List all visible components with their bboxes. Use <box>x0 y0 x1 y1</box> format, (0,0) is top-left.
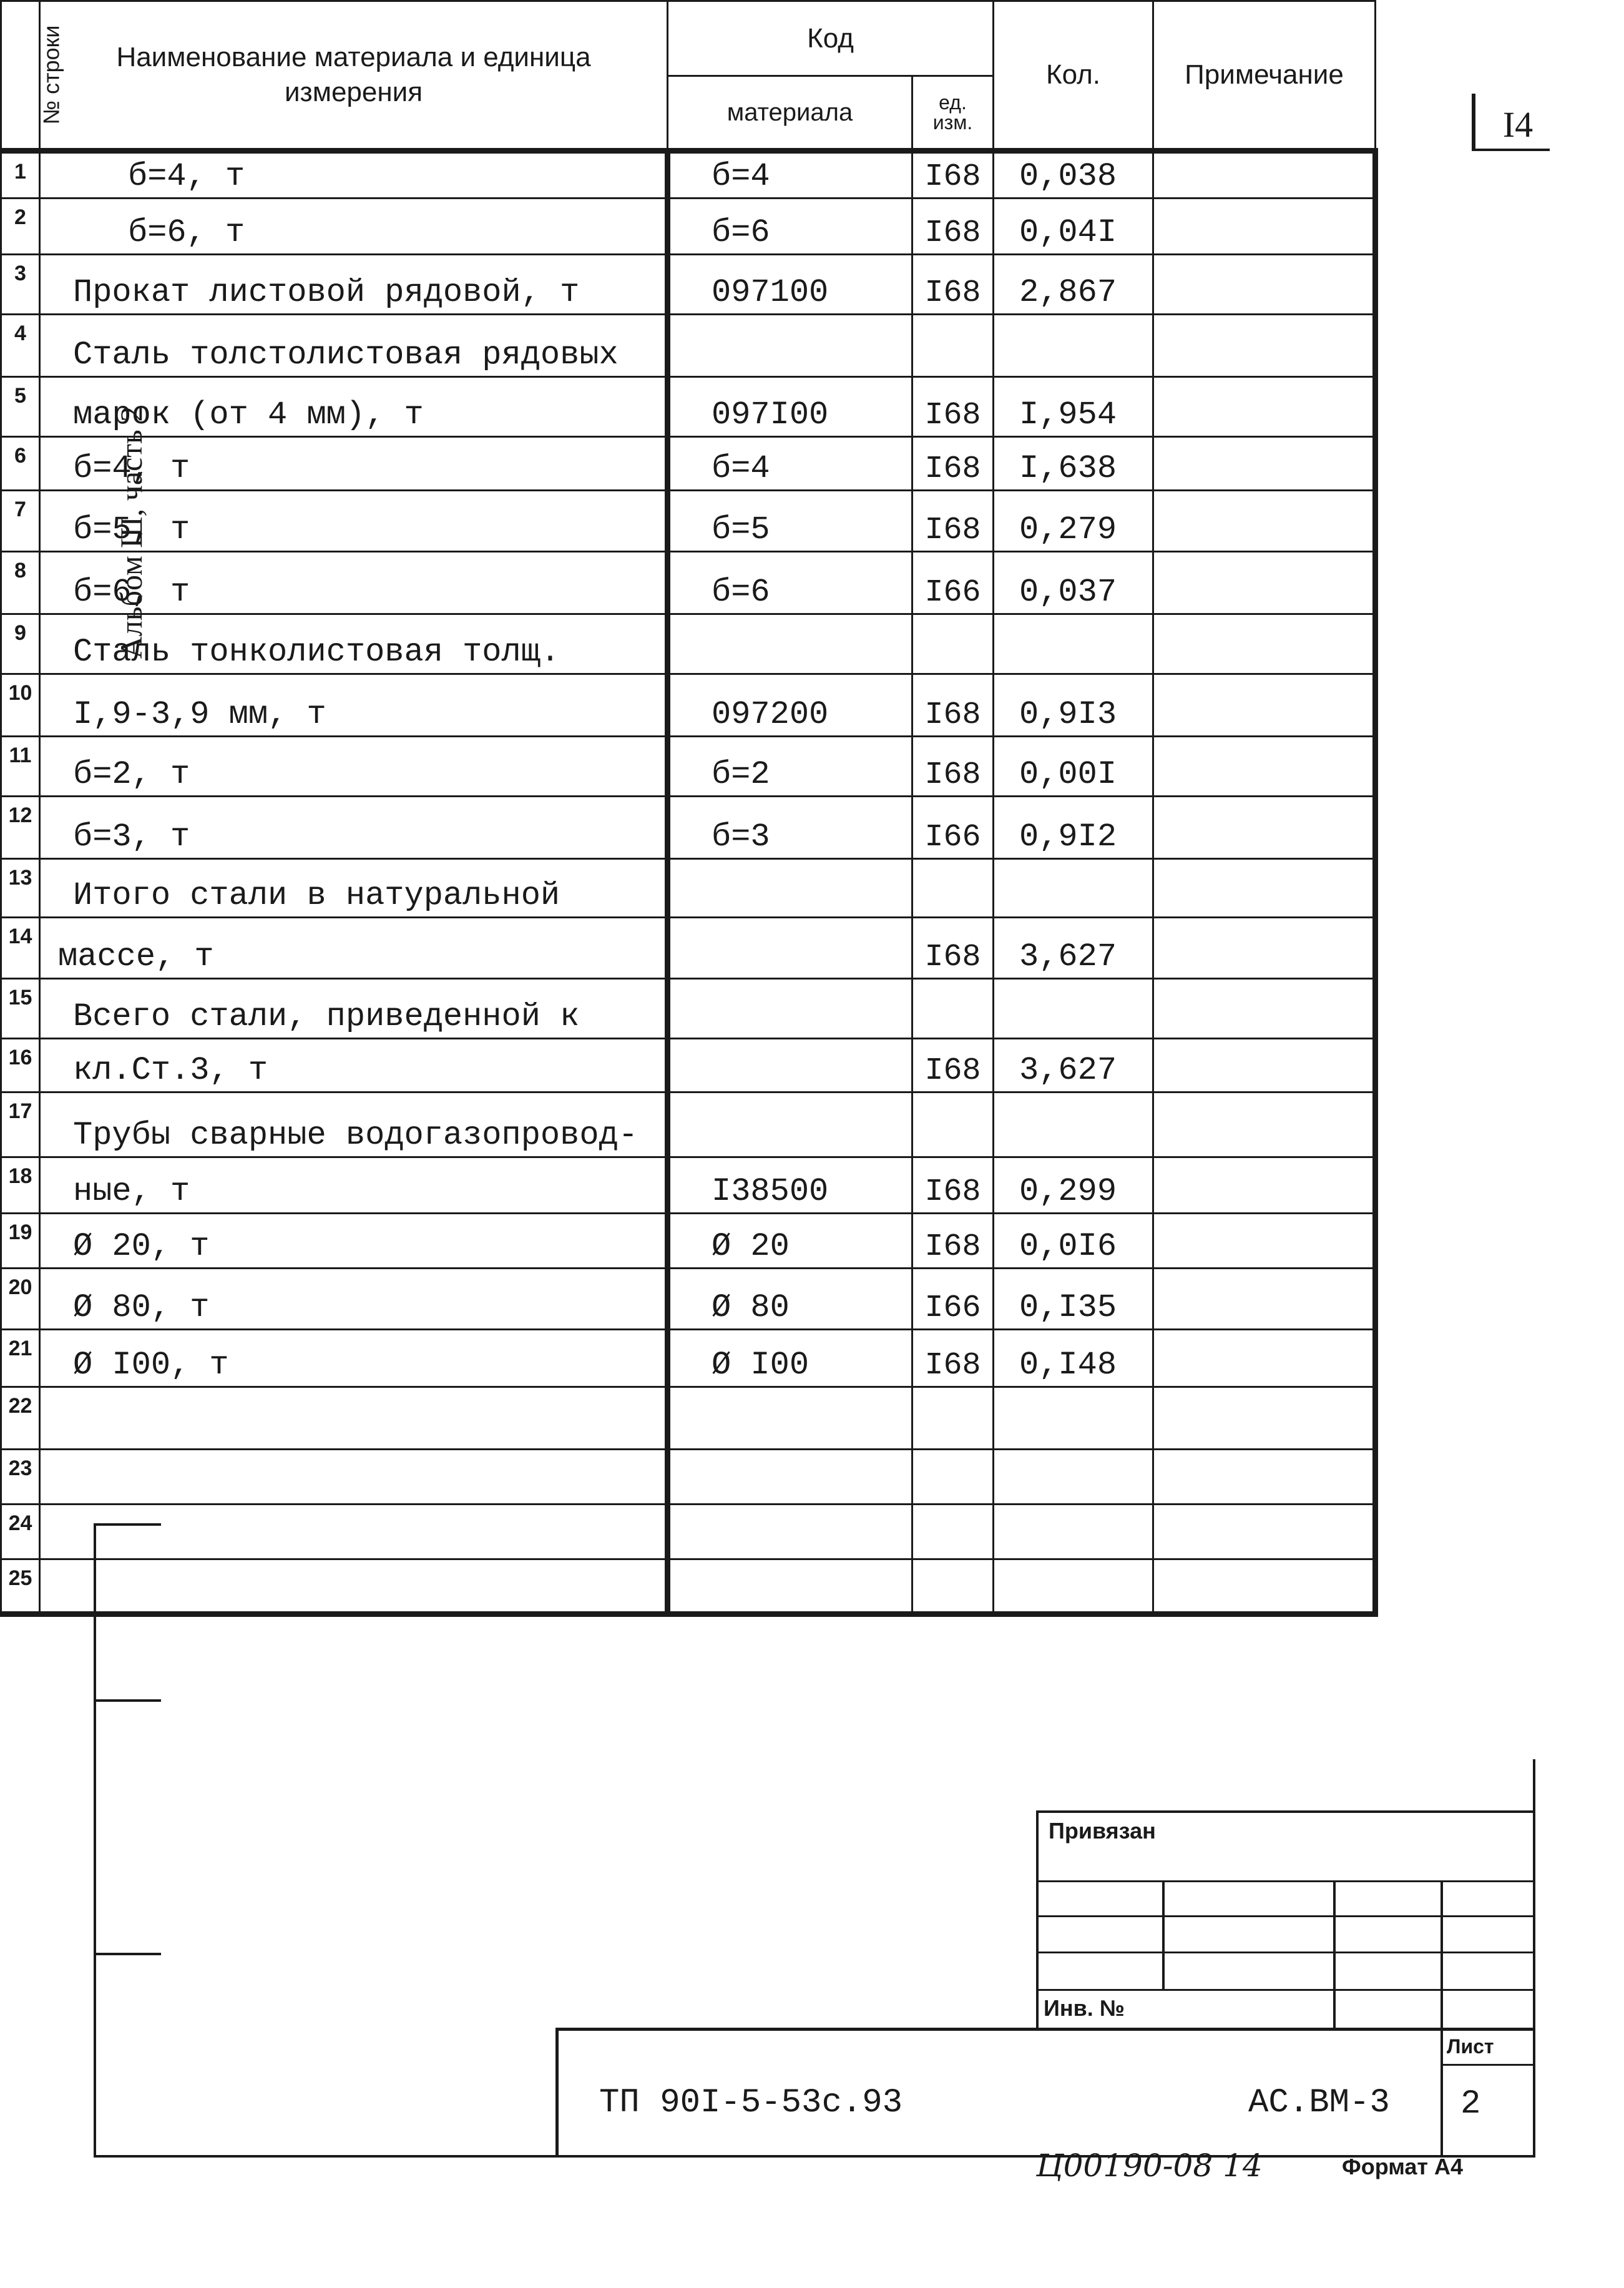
note-cell <box>1153 737 1376 797</box>
note-cell <box>1153 552 1376 614</box>
material-code-cell <box>668 979 912 1039</box>
table-row <box>1 1039 1376 1092</box>
tb-sheet-line <box>1441 2064 1535 2066</box>
note-cell <box>1153 1450 1376 1505</box>
row-number-cell: 19 <box>1 1214 40 1269</box>
material-name-cell: б=3, т <box>40 797 668 859</box>
unit-code-cell: I66 <box>912 552 994 614</box>
quantity-cell <box>994 1450 1153 1505</box>
table-row <box>1 151 1376 199</box>
header-quantity: Кол. <box>994 1 1153 151</box>
note-cell <box>1153 1505 1376 1559</box>
table-row <box>1 797 1376 859</box>
tb-col-3 <box>1441 1880 1443 2158</box>
row-number-cell: 1 <box>1 151 40 199</box>
row-number-cell: 13 <box>1 859 40 918</box>
note-cell <box>1153 859 1376 918</box>
quantity-cell: 0,I48 <box>994 1330 1153 1387</box>
table-row <box>1 674 1376 737</box>
material-code-cell: I38500 <box>668 1157 912 1214</box>
tb-doc-code: ТП 90I-5-53с.93 <box>599 2084 903 2122</box>
tb-main-top <box>555 2028 1535 2031</box>
material-code-cell: 097200 <box>668 674 912 737</box>
material-code-cell: б=4 <box>668 437 912 491</box>
table-row <box>1 737 1376 797</box>
material-name-cell: Сталь толстолистовая рядовых <box>40 315 668 377</box>
quantity-cell: 0,00I <box>994 737 1153 797</box>
unit-code-cell: I68 <box>912 1214 994 1269</box>
table-row <box>1 614 1376 674</box>
quantity-cell <box>994 1505 1153 1559</box>
sheet-number: I4 <box>1502 104 1534 145</box>
material-name-cell <box>40 1505 668 1559</box>
table-row <box>1 1450 1376 1505</box>
unit-code-cell <box>912 614 994 674</box>
material-code-cell <box>668 859 912 918</box>
material-code-cell <box>668 1559 912 1614</box>
tb-col-1 <box>1162 1880 1165 1989</box>
quantity-cell: 0,038 <box>994 151 1153 199</box>
row-number-cell: 7 <box>1 491 40 552</box>
sheet-number-underline <box>1472 149 1550 151</box>
row-number-cell: 10 <box>1 674 40 737</box>
quantity-cell <box>994 1092 1153 1157</box>
table-row <box>1 979 1376 1039</box>
material-code-cell <box>668 1505 912 1559</box>
unit-code-cell <box>912 979 994 1039</box>
note-cell <box>1153 1269 1376 1330</box>
page-right-border <box>1533 1759 1535 2158</box>
tb-inv-label: Инв. № <box>1044 1995 1125 2021</box>
tb-line-r2 <box>1036 1915 1535 1917</box>
material-code-cell <box>668 614 912 674</box>
row-number-cell: 24 <box>1 1505 40 1559</box>
unit-code-cell: I68 <box>912 151 994 199</box>
material-code-cell: Ø I00 <box>668 1330 912 1387</box>
header-code-unit <box>912 76 994 151</box>
quantity-cell <box>994 614 1153 674</box>
header-code-unit-line2: изм. <box>932 111 973 134</box>
material-code-cell <box>668 315 912 377</box>
table-row <box>1 491 1376 552</box>
material-code-cell <box>668 1092 912 1157</box>
row-number-cell: 14 <box>1 918 40 979</box>
row-number-cell: 25 <box>1 1559 40 1614</box>
table-row <box>1 1214 1376 1269</box>
binding-strip-tick-2 <box>94 1699 161 1702</box>
table-row <box>1 1157 1376 1214</box>
note-cell <box>1153 1214 1376 1269</box>
material-name-cell: ные, т <box>40 1157 668 1214</box>
tb-col-2 <box>1333 1880 1336 2029</box>
row-number-cell: 16 <box>1 1039 40 1092</box>
quantity-cell <box>994 315 1153 377</box>
note-cell <box>1153 1092 1376 1157</box>
quantity-cell: 3,627 <box>994 1039 1153 1092</box>
header-row-1 <box>1 1 1376 76</box>
table-row <box>1 1330 1376 1387</box>
material-name-cell: б=4, т <box>40 437 668 491</box>
material-name-cell: I,9-3,9 мм, т <box>40 674 668 737</box>
material-code-cell: 097I00 <box>668 377 912 437</box>
table-row <box>1 377 1376 437</box>
quantity-cell: I,954 <box>994 377 1153 437</box>
note-cell <box>1153 1387 1376 1450</box>
material-code-cell: б=3 <box>668 797 912 859</box>
unit-code-cell: I68 <box>912 199 994 255</box>
note-cell <box>1153 797 1376 859</box>
note-cell <box>1153 437 1376 491</box>
quantity-cell: I,638 <box>994 437 1153 491</box>
table-row <box>1 1387 1376 1450</box>
row-number-cell: 18 <box>1 1157 40 1214</box>
table-row <box>1 1505 1376 1559</box>
material-code-cell: Ø 20 <box>668 1214 912 1269</box>
unit-code-cell: I68 <box>912 437 994 491</box>
row-number-cell: 8 <box>1 552 40 614</box>
material-code-cell: б=4 <box>668 151 912 199</box>
tb-drawing-code: АС.ВМ-3 <box>1248 2084 1390 2122</box>
material-name-cell: б=5, т <box>40 491 668 552</box>
note-cell <box>1153 1559 1376 1614</box>
note-cell <box>1153 918 1376 979</box>
unit-code-cell: I68 <box>912 918 994 979</box>
unit-code-cell: I68 <box>912 1157 994 1214</box>
unit-code-cell <box>912 859 994 918</box>
unit-code-cell <box>912 1092 994 1157</box>
row-number-cell: 23 <box>1 1450 40 1505</box>
handwritten-note: Ц00190-08 14 <box>1036 2148 1263 2184</box>
tb-line-r1 <box>1036 1880 1535 1882</box>
material-code-cell <box>668 1387 912 1450</box>
note-cell <box>1153 491 1376 552</box>
quantity-cell <box>994 1387 1153 1450</box>
note-cell <box>1153 1157 1376 1214</box>
row-number-cell: 20 <box>1 1269 40 1330</box>
row-number-cell: 17 <box>1 1092 40 1157</box>
unit-code-cell: I68 <box>912 737 994 797</box>
material-name-cell: Трубы сварные водогазопровод- <box>40 1092 668 1157</box>
material-code-cell: б=6 <box>668 552 912 614</box>
row-number-cell: 9 <box>1 614 40 674</box>
tb-line-left <box>1036 1810 1039 2029</box>
header-code-unit-line1: ед. <box>939 91 967 114</box>
note-cell <box>1153 255 1376 315</box>
note-cell <box>1153 377 1376 437</box>
material-code-cell: 097100 <box>668 255 912 315</box>
table-row <box>1 199 1376 255</box>
note-cell <box>1153 199 1376 255</box>
unit-code-cell: I68 <box>912 491 994 552</box>
unit-code-cell: I68 <box>912 1039 994 1092</box>
row-number-cell: 4 <box>1 315 40 377</box>
table-row <box>1 1092 1376 1157</box>
row-number-cell: 21 <box>1 1330 40 1387</box>
header-code: Код <box>668 1 994 76</box>
unit-code-cell: I68 <box>912 377 994 437</box>
material-name-cell: Итого стали в натуральной <box>40 859 668 918</box>
row-number-cell: 11 <box>1 737 40 797</box>
row-number-cell: 22 <box>1 1387 40 1450</box>
format-label: Формат А4 <box>1342 2154 1464 2179</box>
material-code-cell: б=6 <box>668 199 912 255</box>
unit-code-cell: I68 <box>912 255 994 315</box>
material-name-cell: марок (от 4 мм), т <box>40 377 668 437</box>
table-row <box>1 315 1376 377</box>
material-name-cell: Прокат листовой рядовой, т <box>40 255 668 315</box>
table-row <box>1 1559 1376 1614</box>
quantity-cell <box>994 1559 1153 1614</box>
header-row-number: № строки <box>1 1 40 151</box>
unit-code-cell <box>912 1505 994 1559</box>
note-cell <box>1153 315 1376 377</box>
quantity-cell: 3,627 <box>994 918 1153 979</box>
material-name-cell: Ø 20, т <box>40 1214 668 1269</box>
binding-strip-tick-3 <box>94 1953 161 1955</box>
row-number-cell: 3 <box>1 255 40 315</box>
tb-sheet-label: Лист <box>1447 2035 1494 2058</box>
unit-code-cell <box>912 1387 994 1450</box>
material-name-cell: б=2, т <box>40 737 668 797</box>
header-note: Примечание <box>1153 1 1376 151</box>
quantity-cell: 0,9I2 <box>994 797 1153 859</box>
quantity-cell: 0,I35 <box>994 1269 1153 1330</box>
row-number-cell: 5 <box>1 377 40 437</box>
material-code-cell: Ø 80 <box>668 1269 912 1330</box>
row-number-cell: 2 <box>1 199 40 255</box>
material-code-cell: б=2 <box>668 737 912 797</box>
tb-line-top <box>1036 1810 1535 1813</box>
unit-code-cell: I68 <box>912 1330 994 1387</box>
unit-code-cell <box>912 1450 994 1505</box>
row-number-cell: 6 <box>1 437 40 491</box>
quantity-cell: 0,279 <box>994 491 1153 552</box>
material-name-cell: кл.Ст.3, т <box>40 1039 668 1092</box>
unit-code-cell: I66 <box>912 797 994 859</box>
binding-strip-line <box>94 1523 96 2157</box>
material-name-cell <box>40 1450 668 1505</box>
material-name-cell: Ø 80, т <box>40 1269 668 1330</box>
unit-code-cell: I68 <box>912 674 994 737</box>
header-name: Наименование материала и единица измерения <box>40 1 668 151</box>
material-name-cell: Сталь тонколистовая толщ. <box>40 614 668 674</box>
note-cell <box>1153 674 1376 737</box>
quantity-cell <box>994 859 1153 918</box>
material-code-cell <box>668 918 912 979</box>
quantity-cell: 0,299 <box>994 1157 1153 1214</box>
table-row <box>1 437 1376 491</box>
material-name-cell: б=6, т <box>40 199 668 255</box>
table-row <box>1 859 1376 918</box>
row-number-cell: 12 <box>1 797 40 859</box>
binding-strip-tick-1 <box>94 1523 161 1526</box>
material-code-cell: б=5 <box>668 491 912 552</box>
note-cell <box>1153 1330 1376 1387</box>
sheet-number-divider <box>1472 94 1475 151</box>
material-name-cell: Всего стали, приведенной к <box>40 979 668 1039</box>
material-name-cell: Ø I00, т <box>40 1330 668 1387</box>
quantity-cell: 0,037 <box>994 552 1153 614</box>
tb-main-left <box>555 2028 559 2156</box>
tb-line-r3 <box>1036 1952 1535 1953</box>
row-number-cell: 15 <box>1 979 40 1039</box>
note-cell <box>1153 614 1376 674</box>
header-code-material: материала <box>668 76 912 151</box>
unit-code-cell: I66 <box>912 1269 994 1330</box>
material-name-cell <box>40 1559 668 1614</box>
material-name-cell: массе, т <box>40 918 668 979</box>
table-row <box>1 918 1376 979</box>
quantity-cell <box>994 979 1153 1039</box>
tb-line-r4 <box>1036 1989 1535 1991</box>
material-name-cell: б=4, т <box>40 151 668 199</box>
tb-sheet-value: 2 <box>1460 2085 1481 2123</box>
material-code-cell <box>668 1039 912 1092</box>
table-row <box>1 255 1376 315</box>
tb-bound-label: Привязан <box>1049 1818 1156 1844</box>
material-name-cell: б=6, т <box>40 552 668 614</box>
note-cell <box>1153 1039 1376 1092</box>
unit-code-cell <box>912 315 994 377</box>
table-row <box>1 1269 1376 1330</box>
quantity-cell: 0,04I <box>994 199 1153 255</box>
quantity-cell: 0,9I3 <box>994 674 1153 737</box>
page-bottom-border <box>94 2155 1535 2158</box>
material-name-cell <box>40 1387 668 1450</box>
quantity-cell: 0,0I6 <box>994 1214 1153 1269</box>
quantity-cell: 2,867 <box>994 255 1153 315</box>
material-code-cell <box>668 1450 912 1505</box>
table-row <box>1 552 1376 614</box>
unit-code-cell <box>912 1559 994 1614</box>
album-label: Альбом Ш, часть 2 <box>114 406 149 659</box>
note-cell <box>1153 151 1376 199</box>
note-cell <box>1153 979 1376 1039</box>
